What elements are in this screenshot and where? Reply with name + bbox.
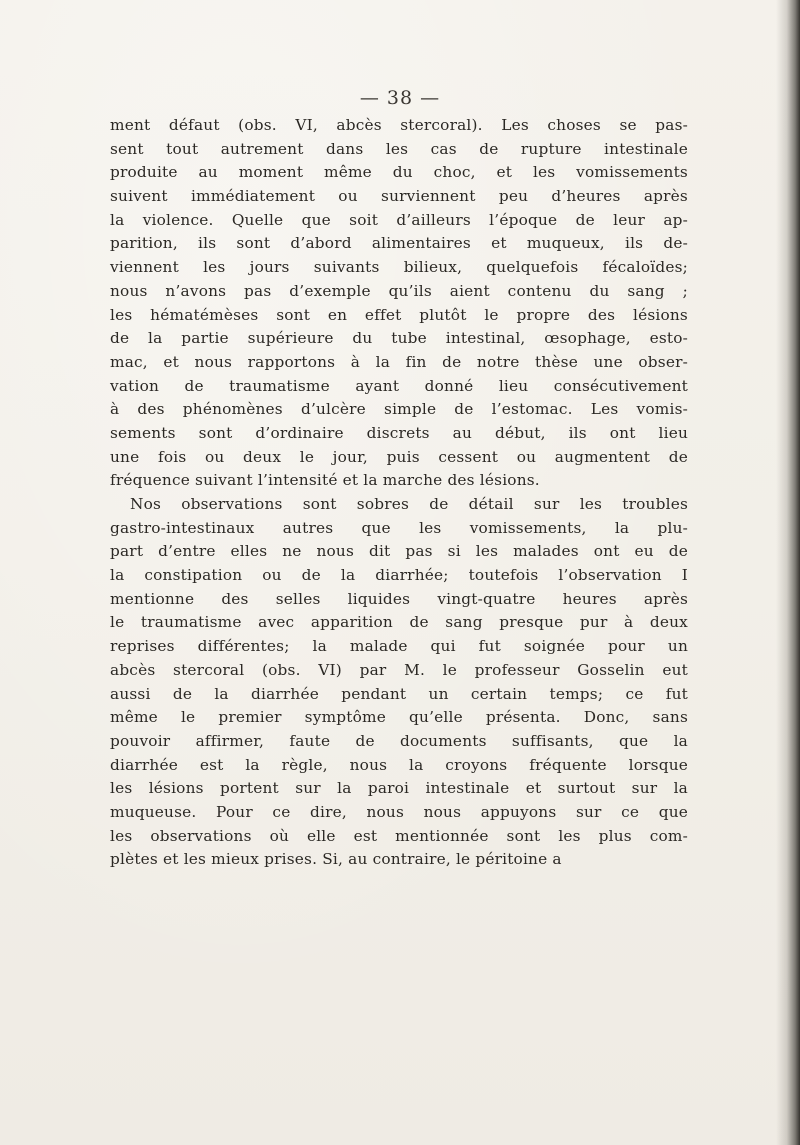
- text-line: diarrhée est la règle, nous la croyons fréquente lorsque: [110, 755, 688, 774]
- text-line: viennent les jours suivants bilieux, quelquefois fécaloïdes;: [110, 258, 688, 277]
- page-number: — 38 —: [359, 87, 441, 109]
- text-line: le traumatisme avec apparition de sang presque pur à deux: [110, 613, 688, 632]
- text-line: nous n’avons pas d’exemple qu’ils aient contenu du sang ;: [110, 281, 688, 300]
- body-text: [110, 114, 688, 872]
- text-line: plètes et les mieux prises. Si, au contraire, le péritoine a: [110, 850, 562, 869]
- text-line: à des phénomènes d’ulcère simple de l’estomac. Les vomis-: [110, 400, 688, 419]
- text-line-paragraph-start: Nos observations sont sobres de détail sur les troubles: [130, 495, 688, 513]
- text-line: abcès stercoral (obs. VI) par M. le professeur Gosselin eut: [110, 660, 688, 679]
- text-line: les observations où elle est mentionnée sont les plus com-: [110, 826, 688, 845]
- text-line: même le premier symptôme qu’elle présenta. Donc, sans: [110, 708, 688, 727]
- text-line: produite au moment même du choc, et les vomissements: [110, 163, 688, 182]
- text-line: la constipation ou de la diarrhée; toutefois l’observation I: [110, 566, 688, 585]
- text-line: aussi de la diarrhée pendant un certain temps; ce fut: [110, 684, 688, 703]
- text-line: fréquence suivant l’intensité et la marche des lésions.: [110, 471, 540, 490]
- text-line: part d’entre elles ne nous dit pas si les malades ont eu de: [110, 542, 688, 561]
- text-line: gastro-intestinaux autres que les vomissements, la plu-: [110, 518, 688, 537]
- text-line: une fois ou deux le jour, puis cessent ou augmentent de: [110, 447, 688, 466]
- text-line: reprises différentes; la malade qui fut soignée pour un: [110, 637, 688, 656]
- page-edge-shadow: [776, 0, 800, 1145]
- text-line: sements sont d’ordinaire discrets au début, ils ont lieu: [110, 423, 688, 442]
- text-line: suivent immédiatement ou surviennent peu d’heures après: [110, 187, 688, 206]
- text-line: la violence. Quelle que soit d’ailleurs l’époque de leur ap-: [110, 210, 688, 229]
- text-line: sent tout autrement dans les cas de rupture intestinale: [110, 139, 688, 158]
- text-line: pouvoir affirmer, faute de documents suffisants, que la: [110, 731, 688, 750]
- text-line: vation de traumatisme ayant donné lieu consécutivement: [110, 376, 688, 395]
- text-line: muqueuse. Pour ce dire, nous nous appuyons sur ce que: [110, 802, 688, 821]
- text-line: parition, ils sont d’abord alimentaires et muqueux, ils de-: [110, 234, 688, 253]
- text-line: les hématémèses sont en effet plutôt le propre des lésions: [110, 305, 688, 324]
- text-line: les lésions portent sur la paroi intestinale et surtout sur la: [110, 779, 688, 798]
- text-line: mentionne des selles liquides vingt-quatre heures après: [110, 589, 688, 608]
- text-line: mac, et nous rapportons à la fin de notre thèse une obser-: [110, 352, 688, 371]
- text-line: de la partie supérieure du tube intestinal, œsophage, esto-: [110, 329, 688, 348]
- text-line: ment défaut (obs. VI, abcès stercoral). Les choses se pas-: [110, 116, 688, 134]
